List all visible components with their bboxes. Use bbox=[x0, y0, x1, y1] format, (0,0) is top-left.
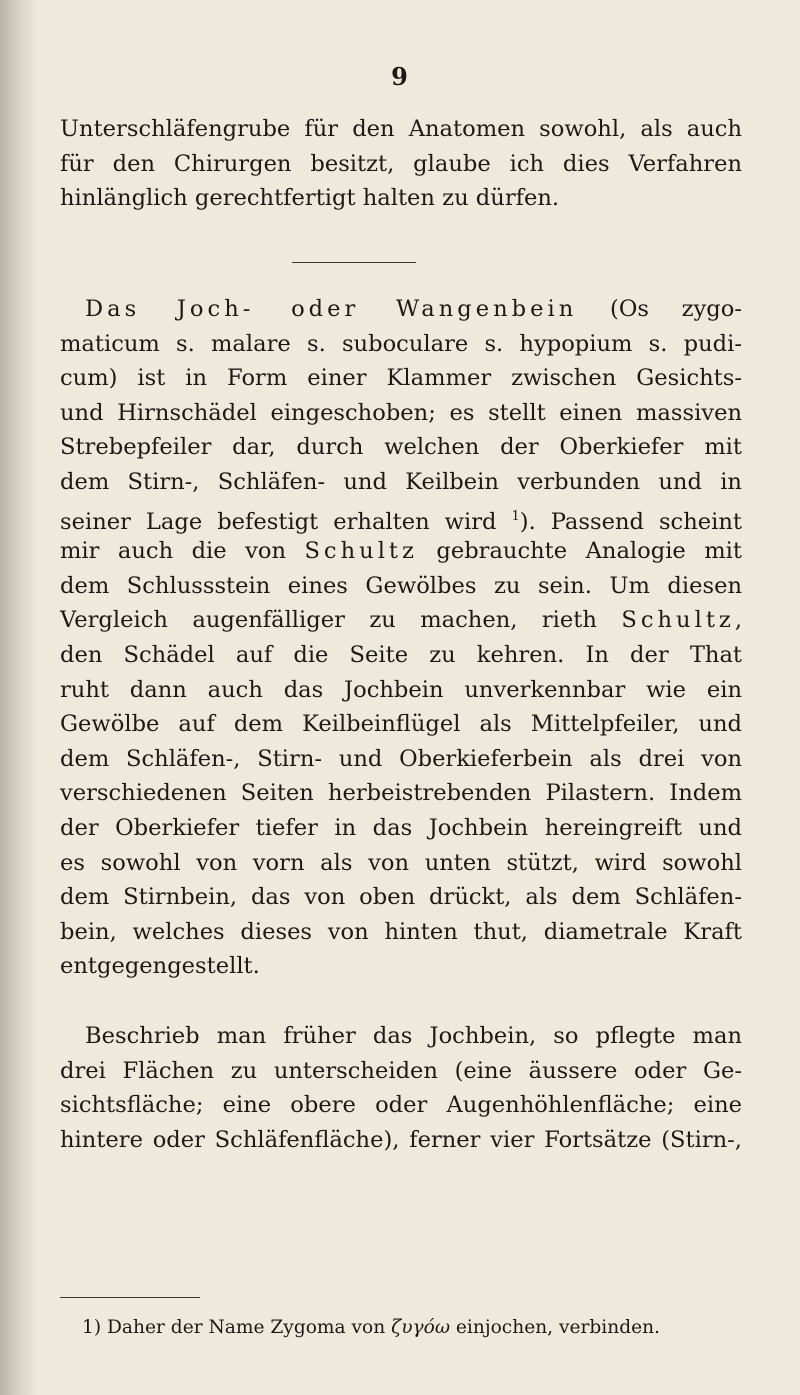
text-fragment: seiner Lage befestigt erhalten wird bbox=[60, 508, 497, 535]
text-line: entgegengestellt. bbox=[60, 953, 260, 980]
text-line: Strebepfeiler dar, durch welchen der Oberkiefer mit bbox=[60, 434, 742, 461]
text-line: den Schädel auf die Seite zu kehren. In der That bbox=[60, 641, 742, 668]
text-line: hintere oder Schläfenfläche), ferner vier Fortsätze (Stirn-, bbox=[60, 1126, 742, 1153]
author-name: Schultz bbox=[304, 538, 418, 565]
text-line: ruht dann auch das Jochbein unverkennbar wie ein bbox=[60, 676, 742, 703]
text-fragment: Vergleich augenfälliger zu machen, rieth bbox=[60, 607, 597, 634]
text-line: Unterschläfengrube für den Anatomen sowohl, als auch bbox=[60, 116, 742, 142]
text-line: cum) ist in Form einer Klammer zwischen Gesichts- bbox=[60, 365, 742, 392]
section-divider bbox=[292, 262, 416, 263]
text-line: dem Schlussstein eines Gewölbes zu sein. Um diesen bbox=[60, 572, 742, 599]
text-line: für den Chirurgen besitzt, glaube ich dies Verfahren bbox=[60, 150, 742, 177]
section-term: Das Joch- oder Wangenbein bbox=[85, 296, 578, 322]
footnote-greek-word: ζυγόω bbox=[391, 1317, 450, 1338]
text-line: dem Schläfen-, Stirn- und Oberkieferbein als drei von bbox=[60, 745, 742, 772]
text-line bbox=[60, 292, 742, 327]
text-line: dem Stirnbein, das von oben drückt, als dem Schläfen- bbox=[60, 884, 742, 911]
paragraph-1 bbox=[60, 112, 742, 216]
paragraph-2 bbox=[60, 292, 742, 984]
text-line: es sowohl von vorn als von unten stützt, wird sowohl bbox=[60, 849, 742, 876]
text-line: hinlänglich gerechtfertigt halten zu dürfen. bbox=[60, 185, 560, 212]
text-line: bein, welches dieses von hinten thut, diametrale Kraft bbox=[60, 918, 742, 945]
text-line: maticum s. malare s. suboculare s. hypopium s. pudi- bbox=[60, 330, 742, 357]
page-number: 9 bbox=[391, 62, 409, 91]
footnote-text: einjochen, verbinden. bbox=[455, 1317, 661, 1338]
text-line: drei Flächen zu unterscheiden (eine äussere oder Ge- bbox=[60, 1057, 742, 1084]
text-fragment: , bbox=[734, 607, 743, 634]
text-fragment: mir auch die von bbox=[60, 538, 286, 565]
footnote-text: Daher der Name Zygoma von bbox=[107, 1317, 386, 1338]
text-line: Beschrieb man früher das Jochbein, so pflegte man bbox=[85, 1023, 742, 1049]
paragraph-3 bbox=[60, 1019, 742, 1157]
footnote-reference: 1 bbox=[511, 508, 520, 524]
page-binding-shadow bbox=[0, 0, 38, 1395]
footnote-marker: 1) bbox=[82, 1317, 102, 1338]
text-line bbox=[60, 500, 742, 535]
text-line: dem Stirn-, Schläfen- und Keilbein verbunden und in bbox=[60, 468, 742, 495]
text-line: der Oberkiefer tiefer in das Jochbein hereingreift und bbox=[60, 814, 742, 841]
text-line bbox=[60, 534, 742, 569]
text-line: Gewölbe auf dem Keilbeinflügel als Mittelpfeiler, und bbox=[60, 711, 742, 738]
author-name: Schultz bbox=[621, 607, 735, 634]
text-line bbox=[60, 603, 742, 638]
text-fragment: ). Passend scheint bbox=[519, 508, 742, 535]
text-line: sichtsfläche; eine obere oder Augenhöhlenfläche; eine bbox=[60, 1092, 742, 1119]
text-line: und Hirnschädel eingeschoben; es stellt einen massiven bbox=[60, 399, 742, 426]
text-fragment: (Os zygo- bbox=[610, 296, 742, 322]
text-line: verschiedenen Seiten herbeistrebenden Pilastern. Indem bbox=[60, 780, 742, 807]
footnote bbox=[60, 1315, 782, 1341]
text-fragment: gebrauchte Analogie mit bbox=[436, 538, 742, 565]
footnote-divider bbox=[60, 1297, 200, 1298]
